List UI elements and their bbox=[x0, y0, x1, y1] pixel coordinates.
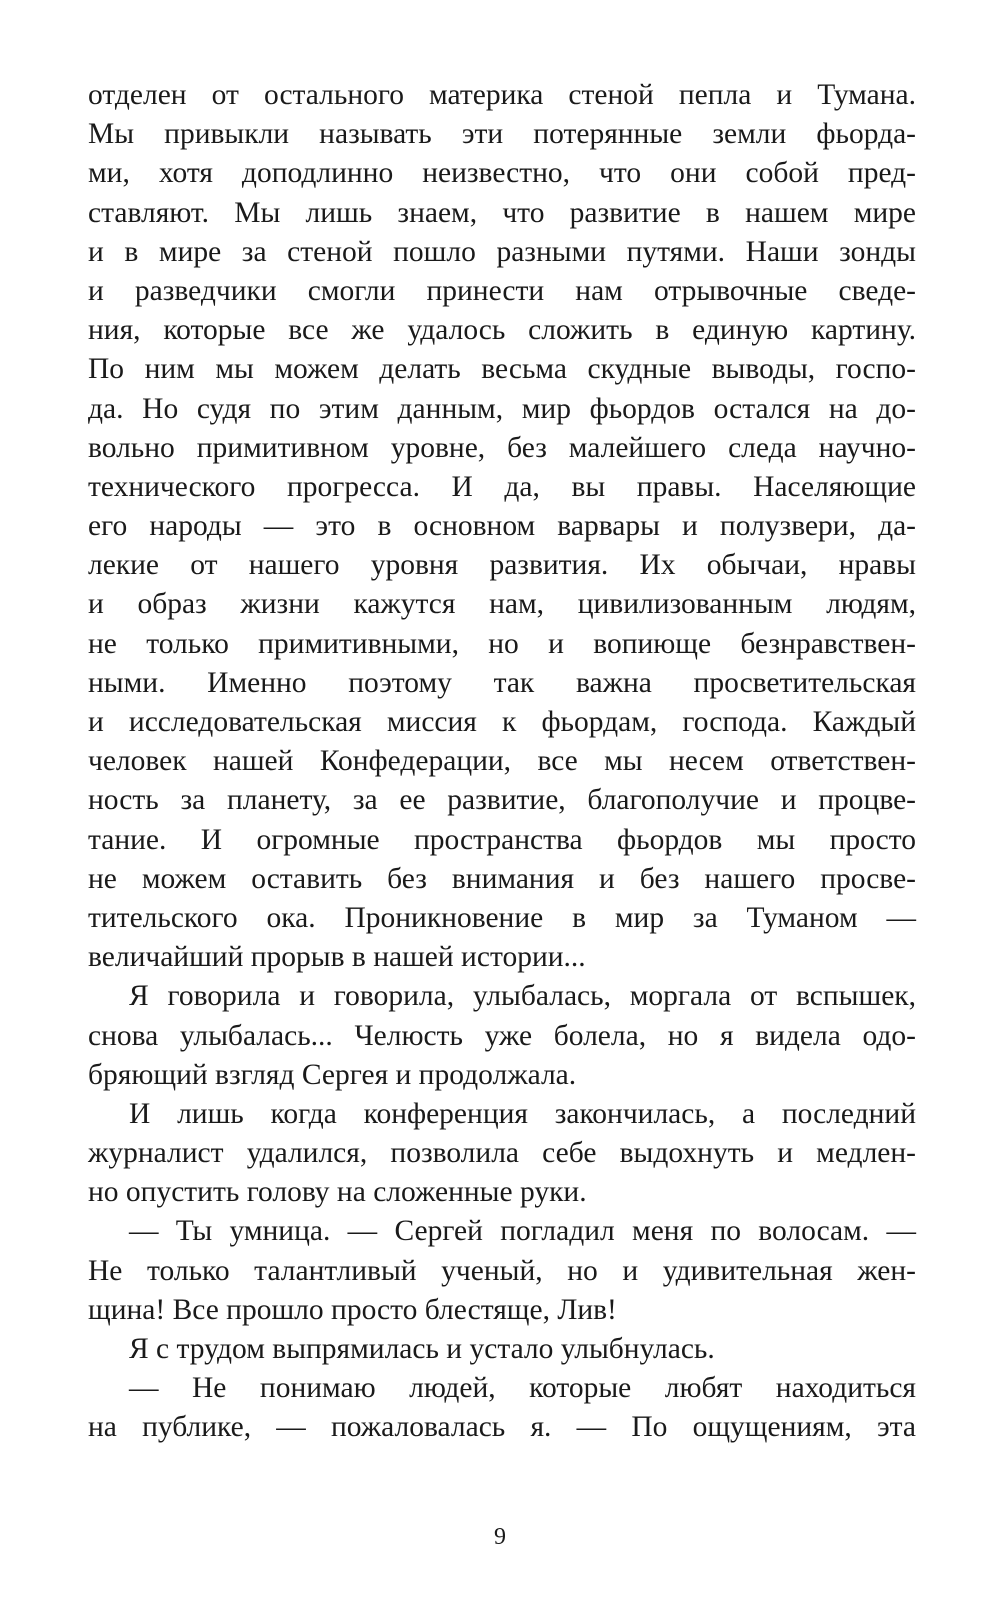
text-line: Я с трудом выпрямилась и устало улыбнулась. bbox=[129, 1333, 715, 1365]
text-line: журналист удалился, позволила себе выдохнуть и медлен- bbox=[88, 1137, 916, 1170]
text-line: Не только талантливый ученый, но и удивительная жен- bbox=[88, 1254, 916, 1287]
text-line: И лишь когда конференция закончилась, а последний bbox=[129, 1097, 916, 1130]
text-line: отделен от остального материка стеной пепла и Тумана. bbox=[88, 79, 916, 111]
text-line: величайший прорыв в нашей истории... bbox=[88, 941, 586, 974]
text-line: технического прогресса. И да, вы правы. Населяющие bbox=[88, 470, 916, 503]
text-line: ность за планету, за ее развитие, благополучие и процве- bbox=[88, 784, 916, 817]
text-line: По ним мы можем делать весьма скудные выводы, госпо- bbox=[88, 353, 916, 386]
text-line: человек нашей Конфедерации, все мы несем ответствен- bbox=[88, 745, 916, 778]
text-line: — Не понимаю людей, которые любят находиться bbox=[129, 1372, 916, 1405]
text-line: лекие от нашего уровня развития. Их обычаи, нравы bbox=[88, 549, 916, 582]
text-line: — Ты умница. — Сергей погладил меня по волосам. — bbox=[129, 1215, 916, 1248]
text-line: да. Но судя по этим данным, мир фьордов остался на до- bbox=[88, 392, 916, 425]
text-line: Мы привыкли называть эти потерянные земли фьорда- bbox=[88, 118, 916, 151]
text-line: тание. И огромные пространства фьордов мы просто bbox=[88, 823, 916, 856]
text-line: но опустить голову на сложенные руки. bbox=[88, 1176, 587, 1209]
text-line: и исследовательская миссия к фьордам, господа. Каждый bbox=[88, 706, 916, 738]
text-line: тительского ока. Проникновение в мир за Туманом — bbox=[88, 901, 916, 934]
text-line: и образ жизни кажутся нам, цивилизованным людям, bbox=[88, 588, 916, 621]
text-line: вольно примитивном уровне, без малейшего следа научно- bbox=[88, 431, 916, 464]
text-line: бряющий взгляд Сергея и продолжала. bbox=[88, 1058, 577, 1091]
text-line: и разведчики смогли принести нам отрывочные сведе- bbox=[88, 274, 916, 307]
text-line: ния, которые все же удалось сложить в единую картину. bbox=[88, 314, 916, 347]
text-line: его народы — это в основном варвары и полузвери, да- bbox=[88, 510, 916, 543]
text-line: ми, хотя доподлинно неизвестно, что они собой пред- bbox=[88, 157, 916, 190]
text-line: не только примитивными, но и вопиюще безнравствен- bbox=[88, 627, 916, 660]
text-line: Я говорила и говорила, улыбалась, моргала от вспышек, bbox=[129, 980, 916, 1013]
text-line: щина! Все прошло просто блестяще, Лив! bbox=[88, 1293, 617, 1326]
text-line: на публике, — пожаловалась я. — По ощущениям, эта bbox=[88, 1411, 916, 1444]
book-page-text bbox=[88, 76, 916, 1448]
page-number: 9 bbox=[494, 1524, 506, 1550]
text-line: снова улыбалась... Челюсть уже болела, но я видела одо- bbox=[88, 1019, 916, 1052]
text-line: ными. Именно поэтому так важна просветительская bbox=[88, 666, 916, 699]
text-line: ставляют. Мы лишь знаем, что развитие в нашем мире bbox=[88, 196, 916, 229]
text-line: и в мире за стеной пошло разными путями. Наши зонды bbox=[88, 235, 916, 268]
text-line: не можем оставить без внимания и без нашего просве- bbox=[88, 862, 916, 895]
